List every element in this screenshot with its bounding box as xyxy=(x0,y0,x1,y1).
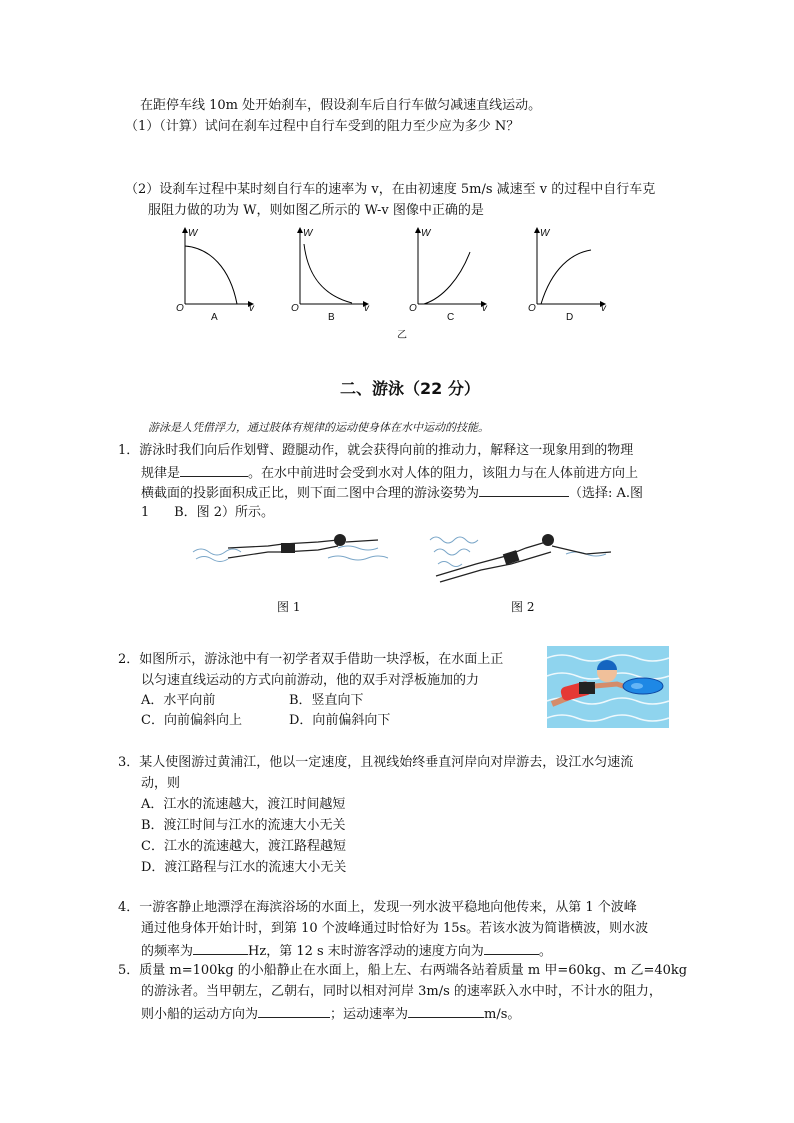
p1-line-3a: 横截面的投影面积成正比，则下面二图中合理的游泳姿势为 xyxy=(141,486,480,501)
graph-a-label: A xyxy=(211,312,218,323)
p3-option-d: D．渡江路程与江水的流速大小无关 xyxy=(141,860,347,875)
p2-option-b: B．竖直向下 xyxy=(289,693,364,708)
swimmer-figure-2 xyxy=(426,524,626,584)
intro-text: 在距停车线 10m 处开始刹车，假设刹车后自行车做匀减速直线运动。 xyxy=(140,98,542,113)
p2-option-a: A．水平向前 xyxy=(141,693,216,708)
p4-line-2: 通过他身体开始计时，到第 10 个波峰通过时恰好为 15s。若该水波为简谐横波，则水波 xyxy=(141,921,649,936)
graph-a-w-label: W xyxy=(188,228,198,239)
p4-line-3c: 。 xyxy=(538,944,552,959)
p3-line-2: 动，则 xyxy=(141,776,181,791)
graph-c-label: C xyxy=(447,312,455,323)
p5-answer-blank-2[interactable] xyxy=(408,1003,484,1018)
graph-a-v-label: v xyxy=(249,303,254,314)
graph-c-v-label: v xyxy=(482,303,487,314)
kickboard-swimmer-image xyxy=(547,646,669,728)
graph-b-origin: O xyxy=(291,303,299,314)
p2-option-d: D．向前偏斜向下 xyxy=(289,713,391,728)
section-title: 二、游泳（22 分） xyxy=(340,379,480,398)
p4-answer-blank-2[interactable] xyxy=(484,940,539,955)
p5-answer-blank-1[interactable] xyxy=(258,1003,330,1018)
graph-a-origin: O xyxy=(176,303,184,314)
p1-answer-blank-1[interactable] xyxy=(180,462,248,477)
p3-option-a: A．江水的流速越大，渡江时间越短 xyxy=(141,797,346,812)
p4-line-3a: 的频率为 xyxy=(141,944,194,959)
question-2-line-1: （2）设刹车过程中某时刻自行车的速率为 v，在由初速度 5m/s 减速至 v 的过程中自行车克 xyxy=(125,182,656,197)
p1-line-3 xyxy=(141,482,643,504)
p2-line-1: 2．如图所示，游泳池中有一初学者双手借助一块浮板，在水面上正 xyxy=(118,652,504,667)
p3-option-b: B．渡江时间与江水的流速大小无关 xyxy=(141,818,346,833)
section-intro: 游泳是人凭借浮力，通过肢体有规律的运动使身体在水中运动的技能。 xyxy=(148,421,489,434)
p1-line-2b: 。在水中前进时会受到水对人体的阻力，该阻力与在人体前进方向上 xyxy=(248,466,639,481)
p5-line-3b: ；运动速率为 xyxy=(330,1007,409,1022)
p2-option-c: C．向前偏斜向上 xyxy=(141,713,242,728)
question-1-text: （1）（计算）试问在刹车过程中自行车受到的阻力至少应为多少 N？ xyxy=(125,119,520,134)
graph-b xyxy=(290,228,370,313)
p4-line-3b: Hz，第 12 s 末时游客浮动的速度方向为 xyxy=(248,944,484,959)
graph-c-w-label: W xyxy=(421,228,431,239)
p2-line-2: 以匀速直线运动的方式向前游动，他的双手对浮板施加的力 xyxy=(141,673,480,688)
question-2-line-2: 服阻力做的功为 W，则如图乙所示的 W-v 图像中正确的是 xyxy=(148,203,484,218)
graph-a xyxy=(175,228,255,313)
graph-c xyxy=(408,228,488,313)
p1-line-2a: 规律是 xyxy=(141,466,181,481)
p1-line-2 xyxy=(141,462,638,484)
p3-line-1: 3．某人使图游过黄浦江，他以一定速度，且视线始终垂直河岸向对岸游去，设江水匀速流 xyxy=(118,755,634,770)
p4-line-3 xyxy=(141,940,552,962)
p5-line-3 xyxy=(141,1003,520,1025)
p1-answer-blank-2[interactable] xyxy=(479,482,569,497)
p3-option-c: C．江水的流速越大，渡江路程越短 xyxy=(141,839,346,854)
graph-c-origin: O xyxy=(409,303,417,314)
p5-line-1: 5．质量 m=100kg 的小船静止在水面上，船上左、右两端各站着质量 m 甲=60kg、m 乙=40kg xyxy=(118,963,688,978)
p1-line-3b: （选择: A.图 xyxy=(569,486,644,501)
graph-d xyxy=(527,228,607,313)
graph-d-w-label: W xyxy=(540,228,550,239)
graph-caption: 乙 xyxy=(397,330,407,341)
graph-d-label: D xyxy=(566,312,574,323)
swimmer-figure-1 xyxy=(188,528,408,578)
p5-line-3c: m/s。 xyxy=(484,1007,521,1022)
graph-b-label: B xyxy=(328,312,335,323)
p1-line-1: 1．游泳时我们向后作划臂、蹬腿动作，就会获得向前的推动力，解释这一现象用到的物理 xyxy=(118,443,634,458)
p4-answer-blank-1[interactable] xyxy=(193,940,248,955)
p4-line-1: 4．一游客静止地漂浮在海滨浴场的水面上，发现一列水波平稳地向他传来，从第 1 个波峰 xyxy=(118,900,637,915)
graph-b-v-label: v xyxy=(364,303,369,314)
fig-2-caption: 图 2 xyxy=(511,600,535,614)
graph-b-w-label: W xyxy=(303,228,313,239)
fig-1-caption: 图 1 xyxy=(277,600,301,614)
p5-line-3a: 则小船的运动方向为 xyxy=(141,1007,259,1022)
graph-d-origin: O xyxy=(528,303,536,314)
p1-line-4: 1 B．图 2）所示。 xyxy=(141,505,275,520)
graph-d-v-label: v xyxy=(601,303,606,314)
p5-line-2: 的游泳者。当甲朝左，乙朝右，同时以相对河岸 3m/s 的速率跃入水中时，不计水的阻力， xyxy=(141,984,662,999)
